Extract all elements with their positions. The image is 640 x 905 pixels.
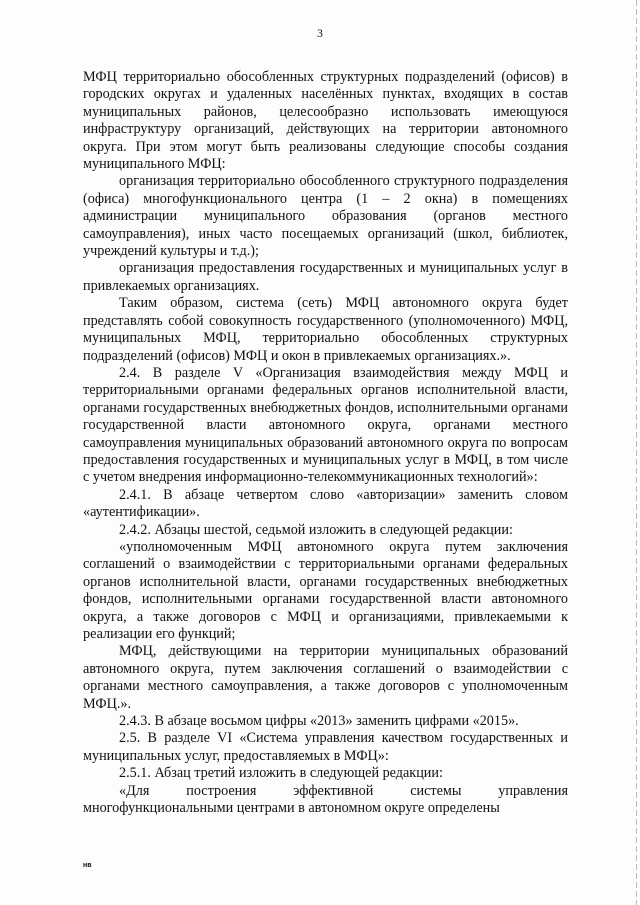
paragraph: МФЦ территориально обособленных структурных подразделений (офисов) в городских округах и удаленных населённых пунктах, входящих в состав муниципальных районов, целесообразно использовать имеющуюся инфраструктуру организаций, действующих на территории автономного округа. При этом могут быть реализованы следующие способы создания муниципального МФЦ: <box>83 69 568 173</box>
page-edge <box>636 0 637 905</box>
paragraph: 2.4.3. В абзаце восьмом цифры «2013» заменить цифрами «2015». <box>119 713 519 730</box>
paragraph: «Для построения эффективной системы управления многофункциональными центрами в автономном округе определены <box>83 782 568 817</box>
paragraph: 2.5.1. Абзац третий изложить в следующей редакции: <box>119 765 443 782</box>
paragraph: 2.4. В разделе V «Организация взаимодействия между МФЦ и территориальными органами федеральных органов исполнительной власти, органами государственных внебюджетных фондов, исполнительными органами государственной власти автономного округа, органами местного самоуправления муниципальных образований автономного округа по вопросам предоставления государственных и муниципальных услуг в МФЦ, в том числе с учетом внедрения информационно-телекоммуникационных технологий»: <box>83 364 568 486</box>
paragraph: «уполномоченным МФЦ автономного округа путем заключения соглашений о взаимодействии с территориальными органами федеральных органов исполнительной власти, органами государственных внебюджетных фондов, исполнительными органами государственной власти автономного округа, а также договоров с МФЦ и организациями, привлекаемыми к реализации его функций; <box>83 538 568 642</box>
footer-mark: нв <box>83 862 92 869</box>
paragraph: Таким образом, система (сеть) МФЦ автономного округа будет представлять собой совокупность государственного (уполномоченного) МФЦ, муниципальных МФЦ, территориально обособленных структурных подразделений (офисов) МФЦ и окон в привлекаемых организациях.». <box>83 295 568 364</box>
page-number: 3 <box>317 28 323 40</box>
paragraph: организация территориально обособленного структурного подразделения (офиса) многофункционального центра (1 – 2 окна) в помещениях администрации муниципального образования (органов местного самоуправления), иных часто посещаемых организаций (школ, библиотек, учреждений культуры и т.д.); <box>83 173 568 260</box>
paragraph: 2.4.2. Абзацы шестой, седьмой изложить в следующей редакции: <box>119 521 513 538</box>
paragraph: 2.5. В разделе VI «Система управления качеством государственных и муниципальных услуг, предоставляемых в МФЦ»: <box>83 730 568 764</box>
document-body <box>83 69 568 817</box>
paragraph: 2.4.1. В абзаце четвертом слово «авторизации» заменить словом «аутентификации». <box>83 486 568 521</box>
paragraph: МФЦ, действующими на территории муниципальных образований автономного округа, путем заключения соглашений о взаимодействии с органами местного самоуправления, а также договоров с уполномоченным МФЦ.». <box>83 643 568 712</box>
paragraph: организация предоставления государственных и муниципальных услуг в привлекаемых организациях. <box>83 260 568 294</box>
